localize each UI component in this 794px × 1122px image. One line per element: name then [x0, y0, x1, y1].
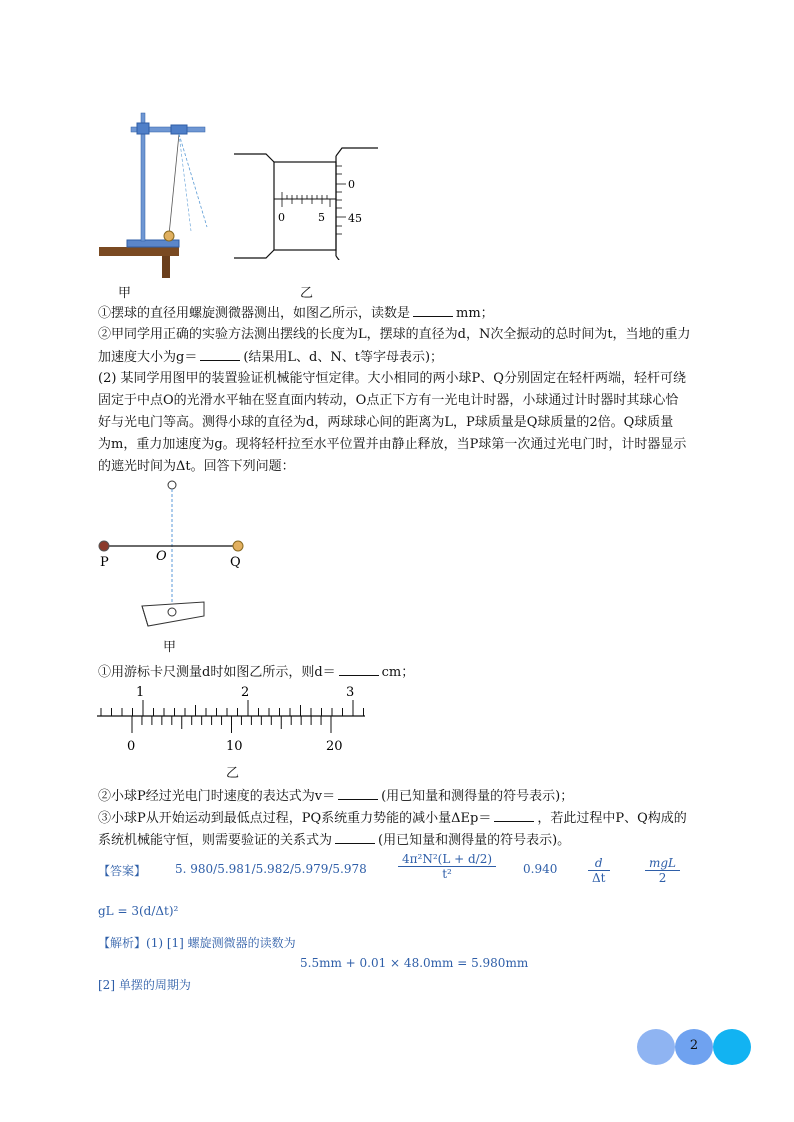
answer-1: 5. 980/5.981/5.982/5.979/5.978 — [175, 862, 367, 876]
question-2-3-line2: 系统机械能守恒，则需要验证的关系式为 (用已知量和测得量的符号表示)。 — [98, 833, 571, 848]
rod-apparatus-figure — [92, 478, 262, 638]
micrometer-main-0: 0 — [278, 211, 285, 224]
question-2-line4: 为m，重力加速度为g。现将轻杆拉至水平位置并由静止释放，当P球第一次通过光电门时，计时器显示 — [98, 437, 687, 452]
page-number: 2 — [689, 1038, 699, 1053]
question-2-line3: 好与光电门等高。测得小球的直径为d，两球球心间的距离为L，P球质量是Q球质量的2倍。Q球质量 — [98, 415, 674, 430]
analysis-line2: [2] 单摆的周期为 — [98, 978, 191, 992]
pendulum-stand-figure — [95, 105, 220, 280]
main-scale-label-1: 1 — [136, 685, 145, 700]
analysis-formula: 5.5mm + 0.01 × 48.0mm = 5.980mm — [300, 956, 529, 970]
question-1-1: ①摆球的直径用螺旋测微器测出，如图乙所示，读数是 mm； — [98, 306, 494, 321]
vernier-caliper-figure — [95, 683, 370, 755]
label-p: P — [100, 555, 109, 570]
question-2-line2: 固定于中点O的光滑水平轴在竖直面内转动，O点正下方有一光电计时器，小球通过计时器时其球心恰 — [98, 393, 679, 408]
vernier-label-10: 10 — [226, 739, 243, 754]
badge-circle-cyan — [713, 1029, 751, 1065]
answer-blank[interactable] — [335, 831, 375, 844]
answer-5: $\frac{\text{mgL}}{2}$ — [645, 856, 680, 885]
micrometer-main-5: 5 — [318, 211, 325, 224]
figure-caption-jia: 甲 — [118, 286, 132, 301]
question-2-1: ①用游标卡尺测量d时如图乙所示，则d＝ cm； — [98, 665, 415, 680]
main-scale-label-3: 3 — [346, 685, 355, 700]
question-1-2-line2: 加速度大小为g＝ (结果用L、d、N、t等字母表示)； — [98, 350, 444, 365]
answer-label: 【答案】 — [98, 864, 147, 878]
answer-blank[interactable] — [413, 304, 453, 317]
label-q: Q — [230, 555, 241, 570]
question-1-2-line1: ②甲同学用正确的实验方法测出摆线的长度为L，摆球的直径为d，N次全振动的总时间为t，当地的重力 — [98, 327, 691, 342]
answer-3: 0.940 — [523, 862, 558, 876]
answer-4: $\frac{d}{\Delta t}$ — [588, 856, 610, 885]
figure-caption-yi: 乙 — [300, 286, 314, 301]
answer-blank[interactable] — [338, 787, 378, 800]
analysis-line1: 【解析】(1) [1] 螺旋测微器的读数为 — [98, 936, 296, 950]
page-badge — [637, 1027, 752, 1067]
vernier-label-20: 20 — [326, 739, 343, 754]
question-2-line1: (2) 某同学用图甲的装置验证机械能守恒定律。大小相同的两小球P、Q分别固定在轻杆两端，轻杆可绕 — [98, 371, 686, 386]
figure-caption-yi-2: 乙 — [226, 766, 240, 781]
question-2-3-line1: ③小球P从开始运动到最低点过程，PQ系统重力势能的减小量ΔEp＝ ，若此过程中P、Q构成的 — [98, 811, 687, 826]
figure-caption-jia-2: 甲 — [163, 640, 177, 655]
question-2-2: ②小球P经过光电门时速度的表达式为v＝ (用已知量和测得量的符号表示)； — [98, 789, 574, 804]
answer-blank[interactable] — [494, 809, 534, 822]
label-o: O — [156, 549, 167, 564]
answer-2: $\frac{\text{4π²N²(L + d/2)}}{\text{t²}}$ — [398, 852, 496, 881]
vernier-label-0: 0 — [127, 739, 136, 754]
micrometer-thimble-0: 0 — [348, 178, 355, 191]
answer-blank[interactable] — [200, 348, 240, 361]
question-2-line5: 的遮光时间为Δt。回答下列问题： — [98, 459, 295, 474]
answer-6: gL = 3(d/Δt)² — [98, 904, 179, 918]
micrometer-thimble-45: 45 — [348, 212, 362, 225]
main-scale-label-2: 2 — [241, 685, 250, 700]
micrometer-figure — [230, 140, 380, 260]
badge-circle-light — [637, 1029, 675, 1065]
answer-blank[interactable] — [339, 663, 379, 676]
